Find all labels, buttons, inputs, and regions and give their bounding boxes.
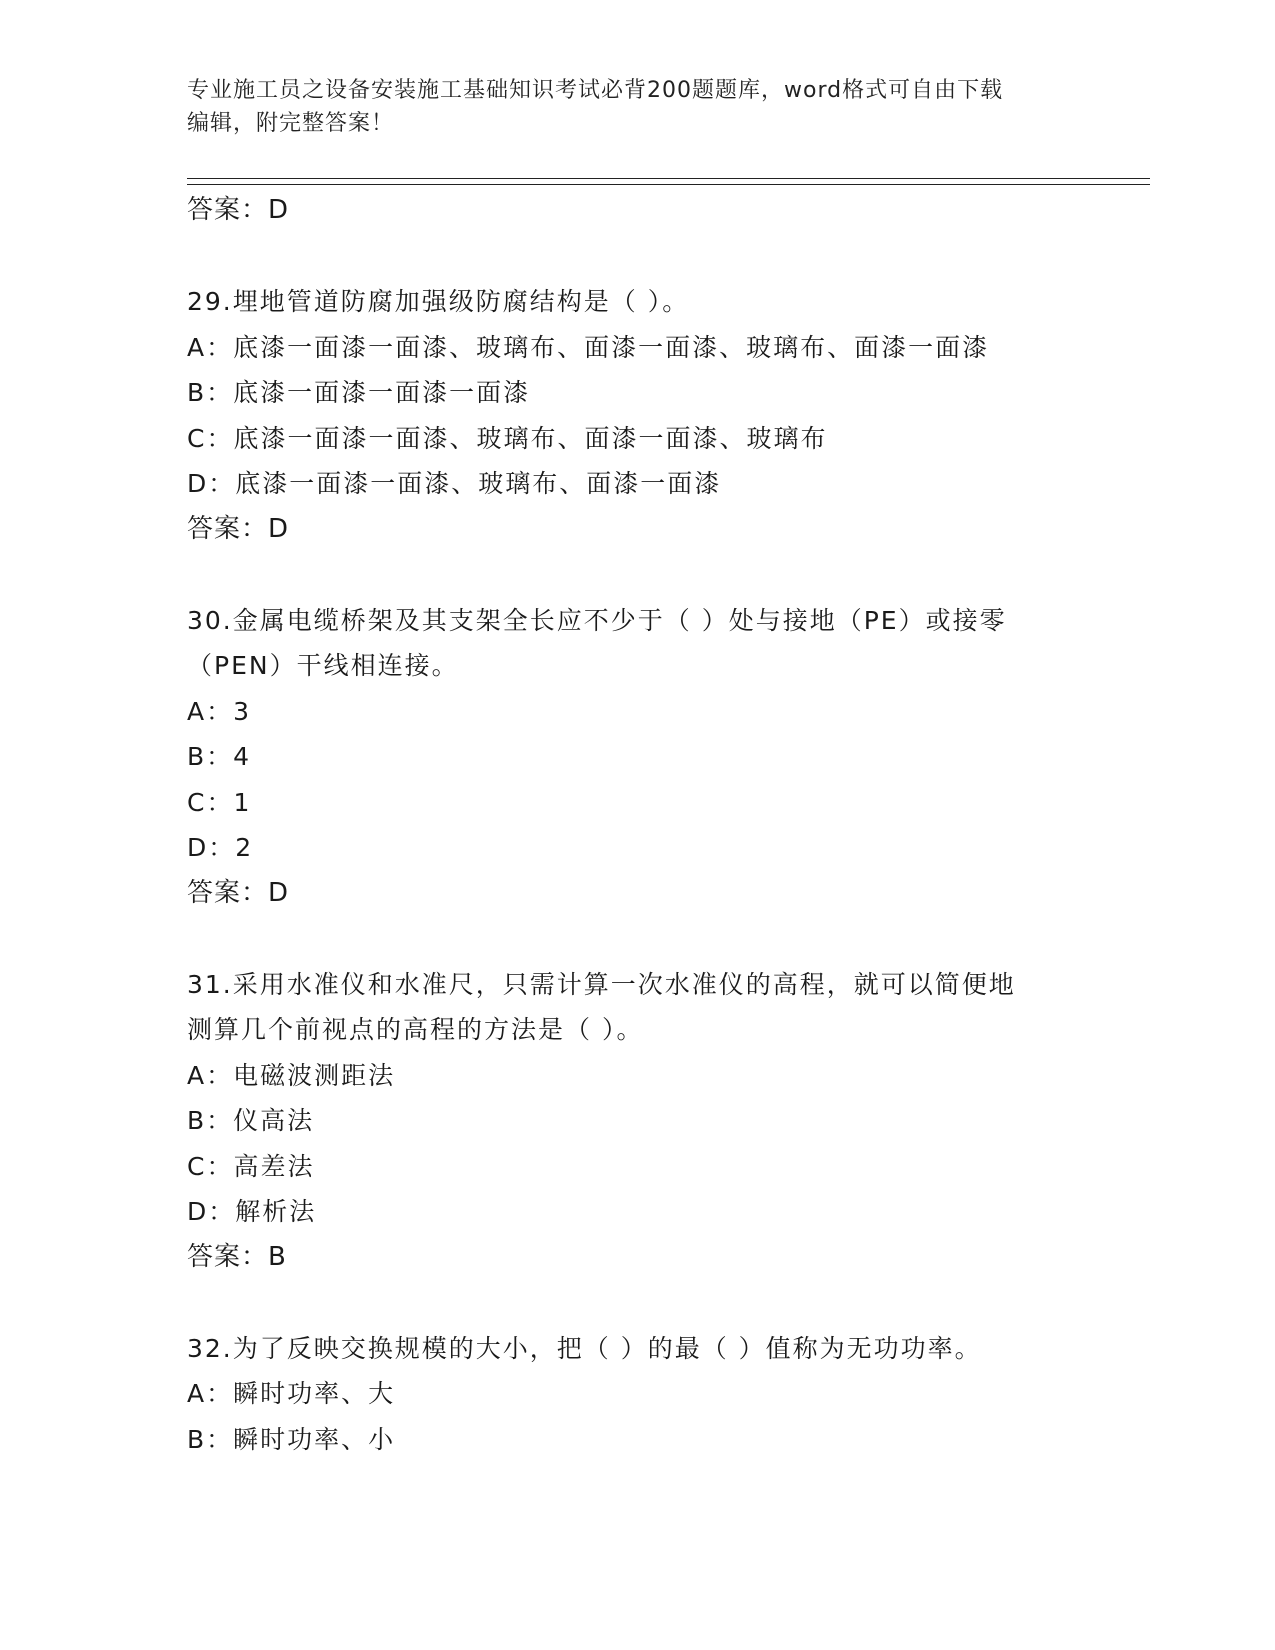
header-line-1: 专业施工员之设备安装施工基础知识考试必背200题题库，word格式可自由下载 xyxy=(187,78,1004,103)
answer: 答案：D xyxy=(187,513,290,544)
document-header xyxy=(187,74,1067,140)
option-b: B：仪高法 xyxy=(187,1106,315,1135)
question-30 xyxy=(187,598,1147,917)
option-d: D：底漆一面漆一面漆、玻璃布、面漆一面漆 xyxy=(187,469,722,498)
question-text: 30.金属电缆桥架及其支架全长应不少于（ ）处与接地（PE）或接零 xyxy=(187,605,1007,635)
answer: 答案：D xyxy=(187,877,290,908)
spacer xyxy=(187,916,1147,962)
spacer xyxy=(187,1280,1147,1326)
option-b: B：4 xyxy=(187,742,252,771)
header-line-2: 编辑，附完整答案！ xyxy=(187,111,395,136)
option-c: C：1 xyxy=(187,787,252,817)
option-d: D：2 xyxy=(187,833,254,862)
option-a: A：底漆一面漆一面漆、玻璃布、面漆一面漆、玻璃布、面漆一面漆 xyxy=(187,332,990,362)
option-c: C：底漆一面漆一面漆、玻璃布、面漆一面漆、玻璃布 xyxy=(187,423,828,453)
question-text: 31.采用水准仪和水准尺，只需计算一次水准仪的高程，就可以简便地 xyxy=(187,969,1016,999)
answer: 答案：B xyxy=(187,1241,287,1272)
option-d: D：解析法 xyxy=(187,1197,317,1226)
question-31 xyxy=(187,962,1147,1281)
header-divider-bottom xyxy=(187,184,1150,185)
option-b: B：瞬时功率、小 xyxy=(187,1424,396,1454)
question-list xyxy=(187,188,1147,1462)
spacer xyxy=(187,552,1147,598)
question-text-continued: 测算几个前视点的高程的方法是（ ）。 xyxy=(187,1015,644,1044)
option-a: A：3 xyxy=(187,696,252,726)
option-a: A：瞬时功率、大 xyxy=(187,1379,396,1408)
question-29 xyxy=(187,279,1147,552)
spacer xyxy=(187,234,1147,280)
question-text: 32.为了反映交换规模的大小，把（ ）的最（ ）值称为无功功率。 xyxy=(187,1333,982,1363)
question-32 xyxy=(187,1326,1147,1463)
question-text: 29.埋地管道防腐加强级防腐结构是（ ）。 xyxy=(187,287,690,316)
option-a: A：电磁波测距法 xyxy=(187,1060,396,1090)
header-divider-top xyxy=(187,178,1150,179)
question-text-continued: （PEN）干线相连接。 xyxy=(187,651,459,680)
option-c: C：高差法 xyxy=(187,1151,315,1181)
previous-answer: 答案：D xyxy=(187,195,290,225)
option-b: B：底漆一面漆一面漆一面漆 xyxy=(187,378,531,407)
